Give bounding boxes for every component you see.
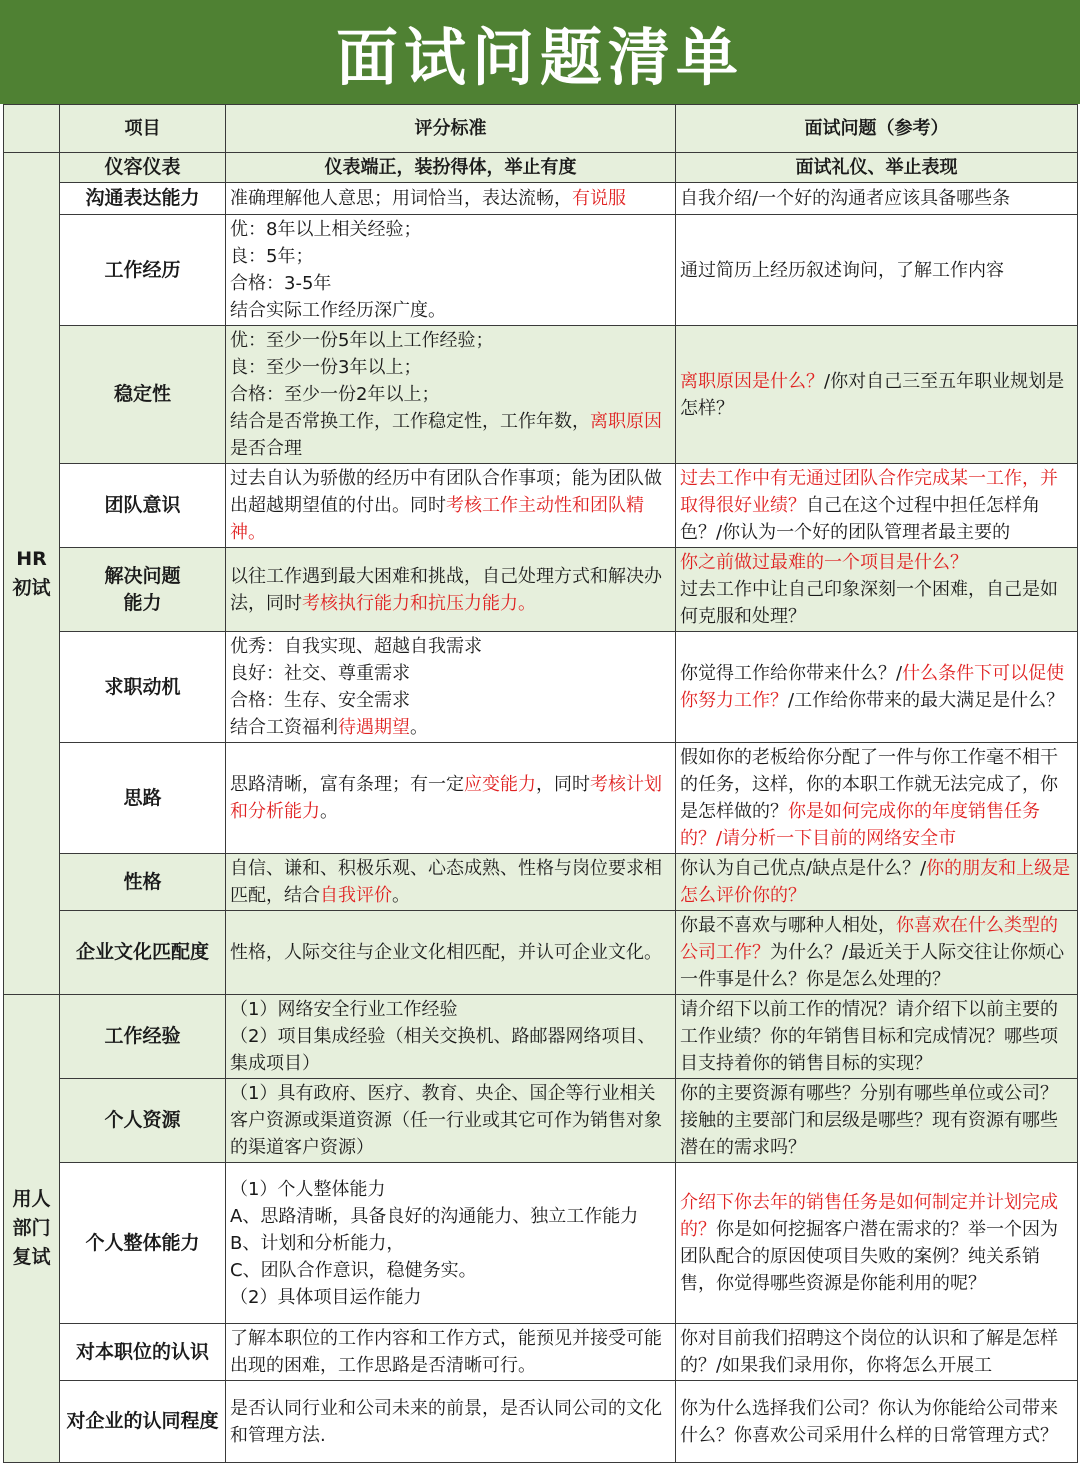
question-cell: [676, 215, 1078, 326]
criteria-cell: [226, 183, 676, 215]
text-segment: B、计划和分析能力，: [230, 1232, 405, 1254]
text-line: [680, 660, 1073, 714]
text-segment: /工作给你带来的最大满足是什么？: [788, 690, 1065, 711]
text-line: [680, 257, 1073, 284]
item-label: 仪容仪表: [104, 156, 181, 178]
text-line: [230, 633, 671, 660]
text-segment: 结合是否常换工作，工作稳定性，工作年数，: [230, 411, 590, 432]
table-row: [4, 632, 1078, 743]
item-cell: [60, 326, 226, 464]
item-cell: [60, 183, 226, 215]
criteria-cell: [226, 911, 676, 995]
text-line: [230, 354, 671, 381]
text-segment: 自信、谦和、积极乐观、心态成熟、性格与岗位要求相匹配，结合: [230, 858, 662, 906]
text-line: [230, 1257, 671, 1284]
item-label: 对企业的认同程度: [66, 1410, 219, 1432]
criteria-cell: [226, 548, 676, 632]
highlight-text: 你是如何完成你的年度销售任务的？/请分析一下目前的网络安全市: [680, 801, 1040, 849]
item-cell: [60, 1079, 226, 1163]
text-line: [230, 408, 671, 462]
text-segment: 思路清晰，富有条理；有一定: [230, 774, 464, 795]
text-line: [230, 1284, 671, 1311]
group-hr-first-interview: [4, 153, 60, 995]
criteria-cell: [226, 1163, 676, 1324]
text-line: [230, 243, 671, 270]
item-label: 稳定性: [113, 383, 171, 405]
text-segment: 是否合理: [230, 438, 302, 459]
highlight-text: 你的朋友和上级是怎么评价你的？: [680, 858, 1071, 906]
text-line: [680, 549, 1073, 576]
group-label-line: 部门: [12, 1217, 51, 1239]
text-segment: 你觉得工作给你带来什么？/: [680, 663, 903, 684]
item-label: 工作经历: [104, 258, 181, 281]
item-cell: [60, 1324, 226, 1381]
table-row: [4, 215, 1078, 326]
text-segment: 良好：社交、尊重需求: [230, 663, 410, 684]
text-line: [230, 1176, 671, 1203]
text-segment: 为什么？/最近关于人际交往让你烦心一件事是什么？你是怎么处理的？: [680, 942, 1065, 990]
text-segment: （1）网络安全行业工作经验: [230, 999, 458, 1020]
text-line: [680, 912, 1073, 993]
text-segment: 优：至少一份5年以上工作经验；: [230, 330, 494, 351]
highlight-text: 考核工作主动性和团队精神。: [230, 495, 644, 543]
text-line: [230, 1023, 671, 1077]
item-label: 团队意识: [104, 494, 181, 516]
text-line: [230, 1395, 671, 1449]
criteria-cell: [226, 632, 676, 743]
text-line: [230, 771, 671, 825]
table-row: [4, 548, 1078, 632]
item-cell: [60, 215, 226, 326]
text-segment: 你最不喜欢与哪种人相处，: [680, 915, 896, 936]
criteria-cell: [226, 1381, 676, 1463]
text-segment: 优秀：自我实现、超越自我需求: [230, 636, 482, 657]
question-cell: [676, 854, 1078, 911]
text-line: [230, 216, 671, 243]
group-label-line: 初试: [12, 576, 51, 599]
text-segment: 过去自认为骄傲的经历中有团队合作事项；能为团队做出超越期望值的付出。同时: [230, 468, 662, 516]
text-line: [680, 368, 1073, 422]
text-line: [230, 714, 671, 741]
text-line: [680, 154, 1073, 181]
question-cell: [676, 1324, 1078, 1381]
question-cell: [676, 548, 1078, 632]
header-blank: [4, 105, 60, 153]
criteria-cell: [226, 326, 676, 464]
item-cell: [60, 1381, 226, 1463]
question-cell: [676, 1079, 1078, 1163]
text-segment: 假如你的老板给你分配了一件与你工作毫不相干的任务，这样，你的本职工作就无法完成了，你是怎样做的？: [680, 747, 1058, 822]
highlight-text: 什么条件下可以促使你努力工作？: [680, 663, 1065, 711]
text-line: [230, 270, 671, 297]
page-title: 面试问题清单: [0, 0, 1080, 104]
text-segment: 你对目前我们招聘这个岗位的认识和了解是怎样的？/如果我们录用你，你将怎么开展工: [680, 1328, 1058, 1376]
text-line: [230, 855, 671, 909]
item-label: 思路: [123, 786, 162, 809]
highlight-text: 应变能力: [464, 774, 536, 795]
item-label: 能力: [123, 591, 162, 614]
text-segment: 结合实际工作经历深广度。: [230, 300, 446, 321]
question-cell: [676, 911, 1078, 995]
table-row: [4, 995, 1078, 1079]
text-line: [680, 1080, 1073, 1161]
criteria-cell: [226, 215, 676, 326]
text-segment: /你对自己三至五年职业规划是怎样？: [680, 370, 1065, 419]
item-label: 对本职位的认识: [75, 1340, 209, 1363]
question-cell: [676, 1163, 1078, 1324]
group-department-second-interview: [4, 995, 60, 1463]
text-segment: 自我介绍/一个好的沟通者应该具备哪些条: [680, 188, 1011, 209]
question-cell: [676, 1381, 1078, 1463]
header-item: 项目: [60, 105, 226, 153]
text-segment: 准确理解他人意思；用词恰当，表达流畅，: [230, 188, 572, 209]
highlight-text: 你之前做过最难的一个项目是什么？: [680, 552, 968, 573]
text-line: [680, 465, 1073, 546]
text-line: [680, 185, 1073, 212]
text-line: [230, 327, 671, 354]
table-row: [4, 326, 1078, 464]
table-row: [4, 854, 1078, 911]
text-segment: 结合工资福利: [230, 717, 338, 738]
text-segment: 。: [410, 717, 428, 738]
text-segment: 你认为自己优点/缺点是什么？/: [680, 858, 927, 879]
highlight-text: 过去工作中有无通过团队合作完成某一工作，并取得很好业绩？: [680, 468, 1058, 516]
highlight-text: 介绍下你去年的销售任务是如何制定并计划完成的？: [680, 1192, 1058, 1240]
item-cell: [60, 1163, 226, 1324]
text-line: [680, 1325, 1073, 1379]
item-cell: [60, 632, 226, 743]
text-segment: 良：5年；: [230, 246, 314, 267]
item-cell: [60, 911, 226, 995]
table-row: [4, 911, 1078, 995]
text-line: [230, 660, 671, 687]
text-segment: （1）具有政府、医疗、教育、央企、国企等行业相关客户资源或渠道资源（任一行业或其它可作为销售对象的渠道客户资源）: [230, 1083, 662, 1158]
text-segment: 合格：生存、安全需求: [230, 690, 410, 711]
item-cell: [60, 854, 226, 911]
text-segment: ，同时: [536, 774, 590, 795]
text-segment: 请介绍下以前工作的情况？请介绍下以前主要的工作业绩？你的年销售目标和完成情况？哪些项目支持着你的销售目标的实现？: [680, 999, 1058, 1074]
text-segment: 以往工作遇到最大困难和挑战，自己处理方式和解决办法，同时: [230, 565, 662, 614]
text-segment: 你为什么选择我们公司？你认为你能给公司带来什么？你喜欢公司采用什么样的日常管理方式？: [680, 1397, 1058, 1446]
table-row: [4, 153, 1078, 183]
criteria-cell: [226, 153, 676, 183]
text-segment: （2）具体项目运作能力: [230, 1286, 422, 1308]
text-line: [230, 1203, 671, 1230]
table-row: [4, 743, 1078, 854]
text-line: [230, 1080, 671, 1161]
group-label-line: HR: [16, 547, 47, 570]
table-row: [4, 1324, 1078, 1381]
table-row: [4, 1381, 1078, 1463]
group-label-line: 复试: [12, 1246, 51, 1268]
text-line: [680, 996, 1073, 1077]
table-row: [4, 1163, 1078, 1324]
criteria-cell: [226, 854, 676, 911]
group-label-line: 用人: [12, 1188, 51, 1210]
text-segment: （2）项目集成经验（相关交换机、路邮器网络项目、集成项目）: [230, 1026, 656, 1074]
question-cell: [676, 153, 1078, 183]
criteria-cell: [226, 1079, 676, 1163]
question-cell: [676, 464, 1078, 548]
highlight-text: 有说服: [572, 188, 626, 209]
highlight-text: 离职原因是什么？: [680, 370, 824, 392]
item-label: 企业文化匹配度: [75, 941, 209, 963]
item-cell: [60, 464, 226, 548]
text-line: [230, 687, 671, 714]
interview-question-table: [3, 104, 1078, 1463]
text-segment: 仪表端正，装扮得体，举止有度: [324, 157, 577, 178]
text-segment: 合格：至少一份2年以上；: [230, 384, 440, 405]
text-line: [680, 1189, 1073, 1297]
question-cell: [676, 632, 1078, 743]
item-label: 工作经验: [104, 1025, 181, 1047]
question-cell: [676, 326, 1078, 464]
text-line: [230, 563, 671, 617]
question-cell: [676, 995, 1078, 1079]
item-cell: [60, 548, 226, 632]
text-line: [230, 465, 671, 546]
text-line: [230, 1325, 671, 1379]
item-cell: [60, 153, 226, 183]
text-line: [230, 297, 671, 324]
question-cell: [676, 743, 1078, 854]
item-label: 性格: [123, 870, 162, 893]
text-segment: 。: [392, 885, 410, 906]
text-line: [680, 744, 1073, 852]
text-line: [680, 576, 1073, 630]
text-segment: 。: [320, 801, 338, 822]
text-line: [230, 154, 671, 181]
header-questions: 面试问题（参考）: [676, 105, 1078, 153]
item-label: 求职动机: [104, 675, 181, 698]
text-segment: 性格，人际交往与企业文化相匹配，并认可企业文化。: [230, 942, 662, 963]
text-segment: （1）个人整体能力: [230, 1178, 386, 1200]
highlight-text: 你喜欢在什么类型的公司工作？: [680, 915, 1058, 963]
item-label: 个人资源: [104, 1109, 181, 1131]
highlight-text: 离职原因: [590, 411, 662, 432]
header-criteria: 评分标准: [226, 105, 676, 153]
item-cell: [60, 743, 226, 854]
criteria-cell: [226, 995, 676, 1079]
question-cell: [676, 183, 1078, 215]
text-segment: 通过简历上经历叙述询问，了解工作内容: [680, 259, 1004, 281]
criteria-cell: [226, 1324, 676, 1381]
text-segment: A、思路清晰，具备良好的沟通能力、独立工作能力: [230, 1205, 639, 1227]
table-row: [4, 1079, 1078, 1163]
text-segment: 过去工作中让自己印象深刻一个困难，自己是如何克服和处理？: [680, 579, 1058, 627]
text-line: [230, 1230, 671, 1257]
table-row: [4, 464, 1078, 548]
item-label: 个人整体能力: [85, 1231, 200, 1254]
table-row: [4, 183, 1078, 215]
highlight-text: 自我评价: [320, 885, 392, 906]
text-segment: 了解本职位的工作内容和工作方式，能预见并接受可能出现的困难，工作思路是否清晰可行。: [230, 1328, 662, 1376]
item-cell: [60, 995, 226, 1079]
text-line: [230, 996, 671, 1023]
text-segment: C、团队合作意识，稳健务实。: [230, 1259, 477, 1281]
highlight-text: 考核执行能力和抗压力能力。: [302, 592, 536, 614]
text-segment: 是否认同行业和公司未来的前景，是否认同公司的文化和管理方法.: [230, 1397, 662, 1446]
text-segment: 良：至少一份3年以上；: [230, 357, 422, 378]
item-label: 沟通表达能力: [85, 187, 200, 209]
text-segment: 自己在这个过程中担任怎样角色？/你认为一个好的团队管理者最主要的: [680, 495, 1040, 543]
highlight-text: 考核计划和分析能力: [230, 774, 662, 822]
text-segment: 你的主要资源有哪些？分别有哪些单位或公司？接触的主要部门和层级是哪些？现有资源有哪些潜在的需求吗？: [680, 1083, 1058, 1158]
text-line: [230, 185, 671, 212]
text-line: [230, 939, 671, 966]
highlight-text: 待遇期望: [338, 717, 410, 738]
text-segment: 面试礼仪、举止表现: [795, 157, 958, 178]
text-line: [680, 1395, 1073, 1449]
text-segment: 优：8年以上相关经验；: [230, 219, 422, 240]
text-line: [680, 855, 1073, 909]
criteria-cell: [226, 464, 676, 548]
text-line: [230, 381, 671, 408]
text-segment: 你是如何挖掘客户潜在需求的？举一个因为团队配合的原因使项目失败的案例？纯关系销售，你觉得哪些资源是你能利用的呢？: [680, 1219, 1058, 1294]
table-header-row: [4, 105, 1078, 153]
text-segment: 合格：3-5年: [230, 273, 332, 294]
criteria-cell: [226, 743, 676, 854]
item-label: 解决问题: [104, 564, 181, 587]
